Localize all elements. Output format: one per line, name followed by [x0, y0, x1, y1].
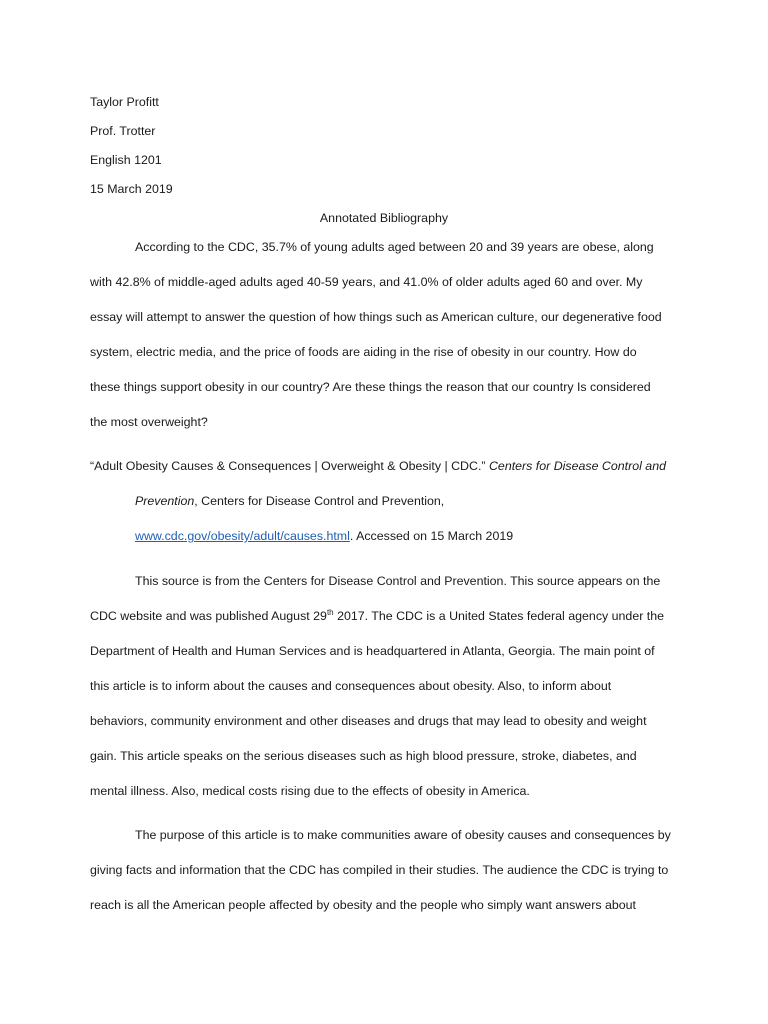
student-name: Taylor Profitt [90, 95, 159, 109]
citation-url-link[interactable]: www.cdc.gov/obesity/adult/causes.html [135, 529, 350, 543]
annotation-paragraph-2-line-3: reach is all the American people affected by obesity and the people who simply want answers about [90, 898, 636, 912]
citation-publisher-italic-continued: Prevention [135, 494, 195, 508]
annotation-paragraph-2-line-1: The purpose of this article is to make communities aware of obesity causes and consequences by [135, 828, 671, 842]
annotation-paragraph-1-line-1: This source is from the Centers for Disease Control and Prevention. This source appears on the [135, 574, 661, 588]
annotation-paragraph-1-line-3: Department of Health and Human Services and is headquartered in Atlanta, Georgia. The main point of [90, 644, 655, 658]
citation-publisher-italic: Centers for Disease Control and [488, 459, 666, 473]
intro-line-4: system, electric media, and the price of foods are aiding in the rise of obesity in our country. How do [90, 345, 637, 359]
annotation-paragraph-1-line-6: gain. This article speaks on the serious diseases such as high blood pressure, stroke, diabetes, and [90, 749, 637, 763]
publication-year-text: 2017. The CDC is a United States federal agency under the [333, 609, 665, 623]
course-name: English 1201 [90, 153, 162, 167]
citation-accessed-text: . Accessed on 15 March 2019 [349, 529, 514, 543]
citation-title: “Adult Obesity Causes & Consequences | Overweight & Obesity | CDC.” [90, 459, 489, 473]
intro-line-1: According to the CDC, 35.7% of young adults aged between 20 and 39 years are obese, along [135, 240, 654, 254]
document-title: Annotated Bibliography [319, 211, 449, 225]
annotation-paragraph-2-line-2: giving facts and information that the CDC has compiled in their studies. The audience the CDC is trying to [90, 863, 669, 877]
annotation-paragraph-1-line-4: this article is to inform about the causes and consequences about obesity. Also, to inform about [90, 679, 612, 693]
annotation-paragraph-1-line-7: mental illness. Also, medical costs rising due to the effects of obesity in America. [90, 784, 530, 798]
citation-line-1 [90, 458, 666, 474]
citation-line-3 [135, 528, 513, 544]
intro-line-3: essay will attempt to answer the question of how things such as American culture, our degenerative food [90, 310, 662, 324]
professor-name: Prof. Trotter [90, 124, 156, 138]
citation-line-2 [135, 493, 444, 509]
intro-line-2: with 42.8% of middle-aged adults aged 40-59 years, and 41.0% of older adults aged 60 and over. My [90, 275, 643, 289]
intro-line-5: these things support obesity in our country? Are these things the reason that our country Is considered [90, 380, 651, 394]
citation-site-name: , Centers for Disease Control and Prevention, [194, 494, 445, 508]
intro-line-6: the most overweight? [90, 415, 208, 429]
annotation-paragraph-1-line-2 [90, 608, 664, 624]
document-date: 15 March 2019 [90, 182, 173, 196]
publication-date-text: CDC website and was published August 29 [90, 609, 327, 623]
annotation-paragraph-1-line-5: behaviors, community environment and other diseases and drugs that may lead to obesity and weight [90, 714, 647, 728]
date-superscript: th [326, 607, 334, 617]
